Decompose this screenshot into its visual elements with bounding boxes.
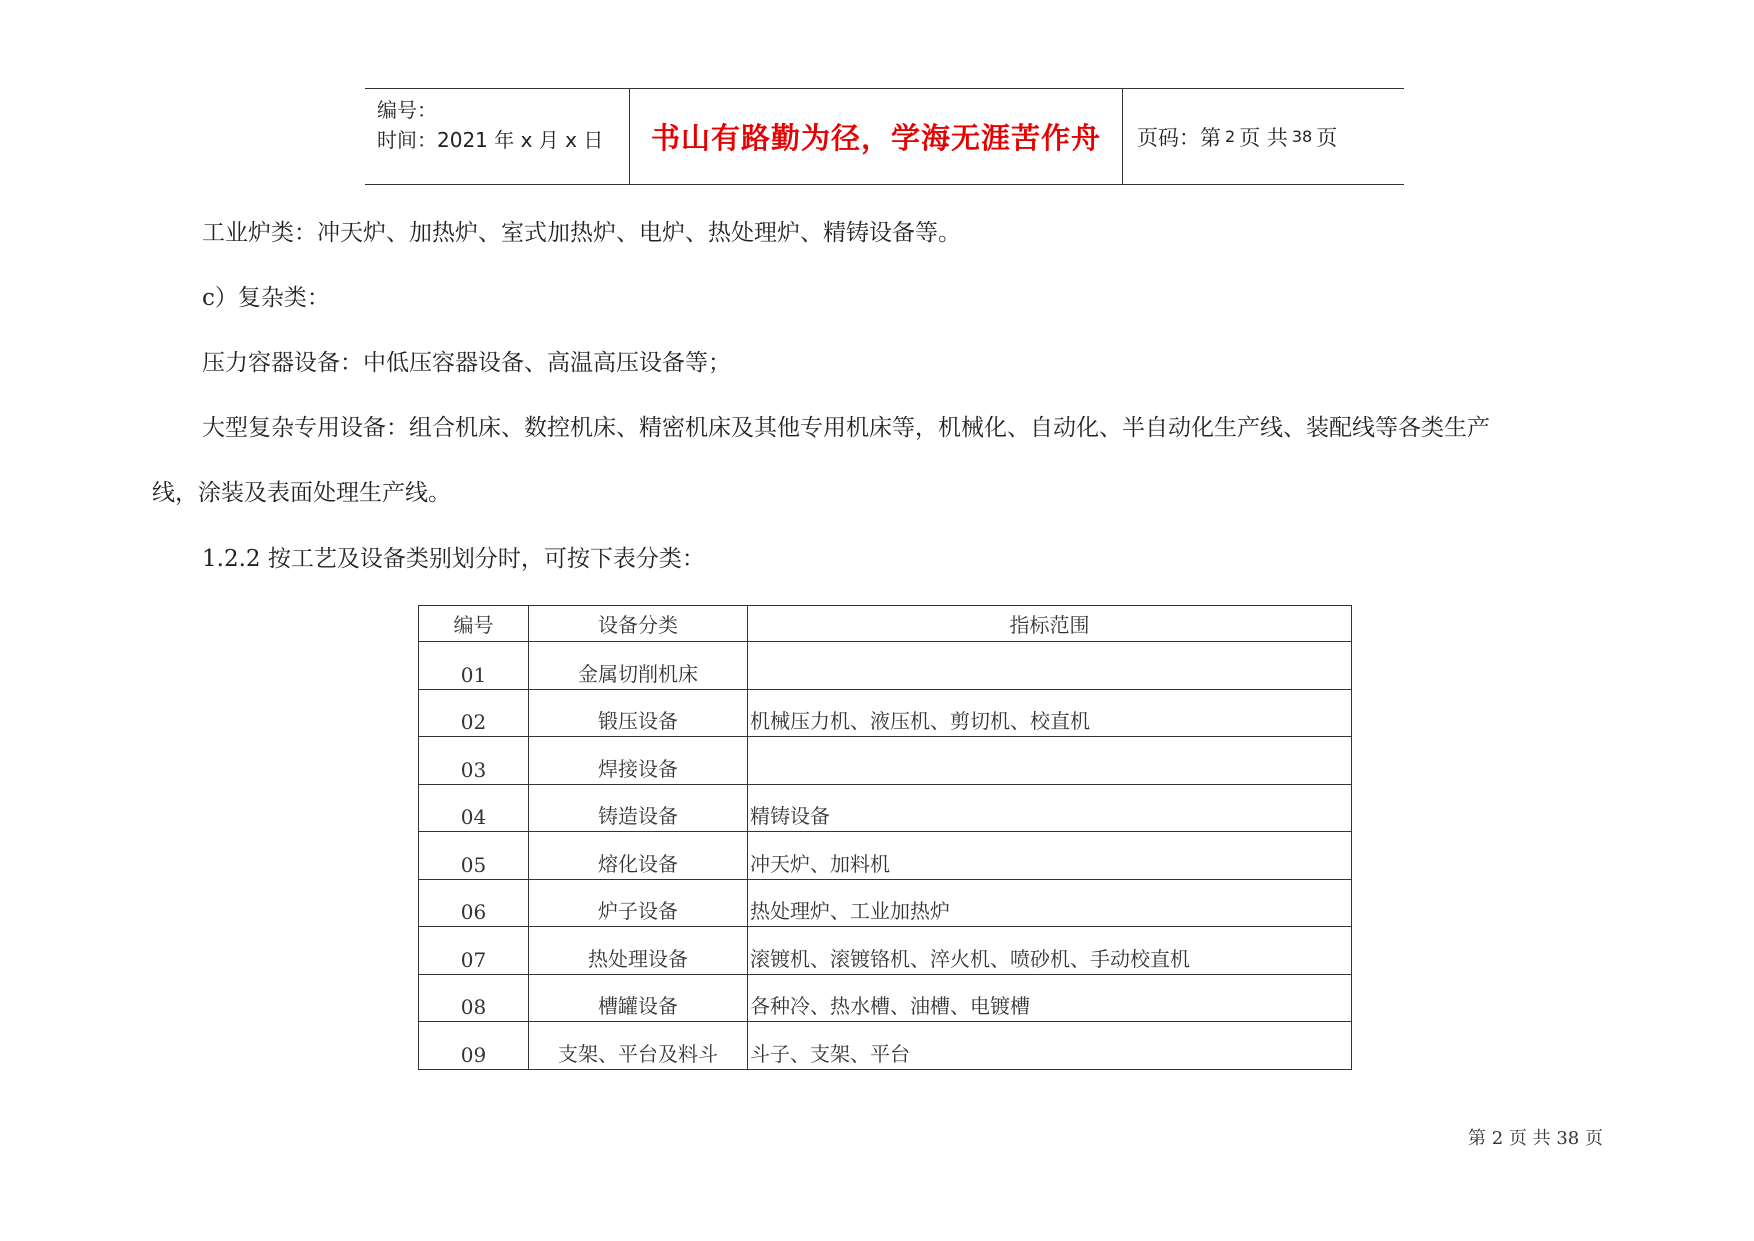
cell-category: 槽罐设备 [529, 974, 748, 1022]
cell-scope: 滚镀机、滚镀铬机、淬火机、喷砂机、手动校直机 [748, 927, 1352, 975]
header-category: 设备分类 [529, 606, 748, 642]
header-motto-cell [630, 89, 1123, 184]
cell-category: 熔化设备 [529, 832, 748, 880]
cell-scope: 冲天炉、加料机 [748, 832, 1352, 880]
page-total: 38 [1291, 127, 1313, 146]
table-row [419, 927, 1352, 975]
paragraph-large-equipment: 大型复杂专用设备：组合机床、数控机床、精密机床及其他专用机床等，机械化、自动化、半自动化生产线、装配线等各类生产 [202, 415, 1490, 441]
table-row [419, 879, 1352, 927]
paragraph-large-equipment-cont: 线，涂装及表面处理生产线。 [152, 480, 451, 506]
header-number: 编号 [419, 606, 529, 642]
document-header [365, 88, 1404, 185]
document-number-label: 编号： [377, 98, 437, 122]
table-row [419, 642, 1352, 690]
cell-category: 焊接设备 [529, 737, 748, 785]
table-row [419, 689, 1352, 737]
equipment-classification-table [418, 605, 1352, 1070]
page-mid: 页 共 [1239, 125, 1288, 150]
cell-number: 09 [419, 1022, 529, 1070]
table-row [419, 974, 1352, 1022]
cell-number: 02 [419, 689, 529, 737]
cell-number: 05 [419, 832, 529, 880]
header-page-info [1123, 89, 1404, 184]
table-row [419, 784, 1352, 832]
cell-scope [748, 642, 1352, 690]
cell-number: 08 [419, 974, 529, 1022]
cell-number: 01 [419, 642, 529, 690]
cell-category: 支架、平台及料斗 [529, 1022, 748, 1070]
table-row [419, 1022, 1352, 1070]
cell-scope: 热处理炉、工业加热炉 [748, 879, 1352, 927]
cell-category: 炉子设备 [529, 879, 748, 927]
document-time-label: 时间：2021 年 x 月 x 日 [377, 128, 604, 152]
cell-category: 金属切削机床 [529, 642, 748, 690]
header-scope: 指标范围 [748, 606, 1352, 642]
cell-scope [748, 737, 1352, 785]
cell-number: 03 [419, 737, 529, 785]
cell-number: 07 [419, 927, 529, 975]
cell-number: 06 [419, 879, 529, 927]
cell-scope: 各种冷、热水槽、油槽、电镀槽 [748, 974, 1352, 1022]
page-prefix: 页码：第 [1137, 125, 1221, 150]
header-meta [365, 89, 630, 184]
paragraph-pressure-vessel: 压力容器设备：中低压容器设备、高温高压设备等； [202, 350, 731, 376]
paragraph-complex-heading: c）复杂类： [202, 285, 330, 311]
cell-category: 锻压设备 [529, 689, 748, 737]
table-row [419, 737, 1352, 785]
cell-scope: 机械压力机、液压机、剪切机、校直机 [748, 689, 1352, 737]
page-current: 2 [1225, 127, 1236, 146]
paragraph-section-1-2-2: 1.2.2 按工艺及设备类别划分时，可按下表分类： [202, 546, 705, 572]
cell-category: 铸造设备 [529, 784, 748, 832]
table-row [419, 832, 1352, 880]
page-footer: 第 2 页 共 38 页 [1468, 1128, 1603, 1149]
cell-category: 热处理设备 [529, 927, 748, 975]
page-suffix: 页 [1316, 125, 1338, 150]
cell-scope: 精铸设备 [748, 784, 1352, 832]
paragraph-industrial-furnace: 工业炉类：冲天炉、加热炉、室式加热炉、电炉、热处理炉、精铸设备等。 [202, 220, 961, 246]
cell-number: 04 [419, 784, 529, 832]
table-header-row [419, 606, 1352, 642]
cell-scope: 斗子、支架、平台 [748, 1022, 1352, 1070]
header-motto: 书山有路勤为径，学海无涯苦作舟 [650, 121, 1101, 155]
